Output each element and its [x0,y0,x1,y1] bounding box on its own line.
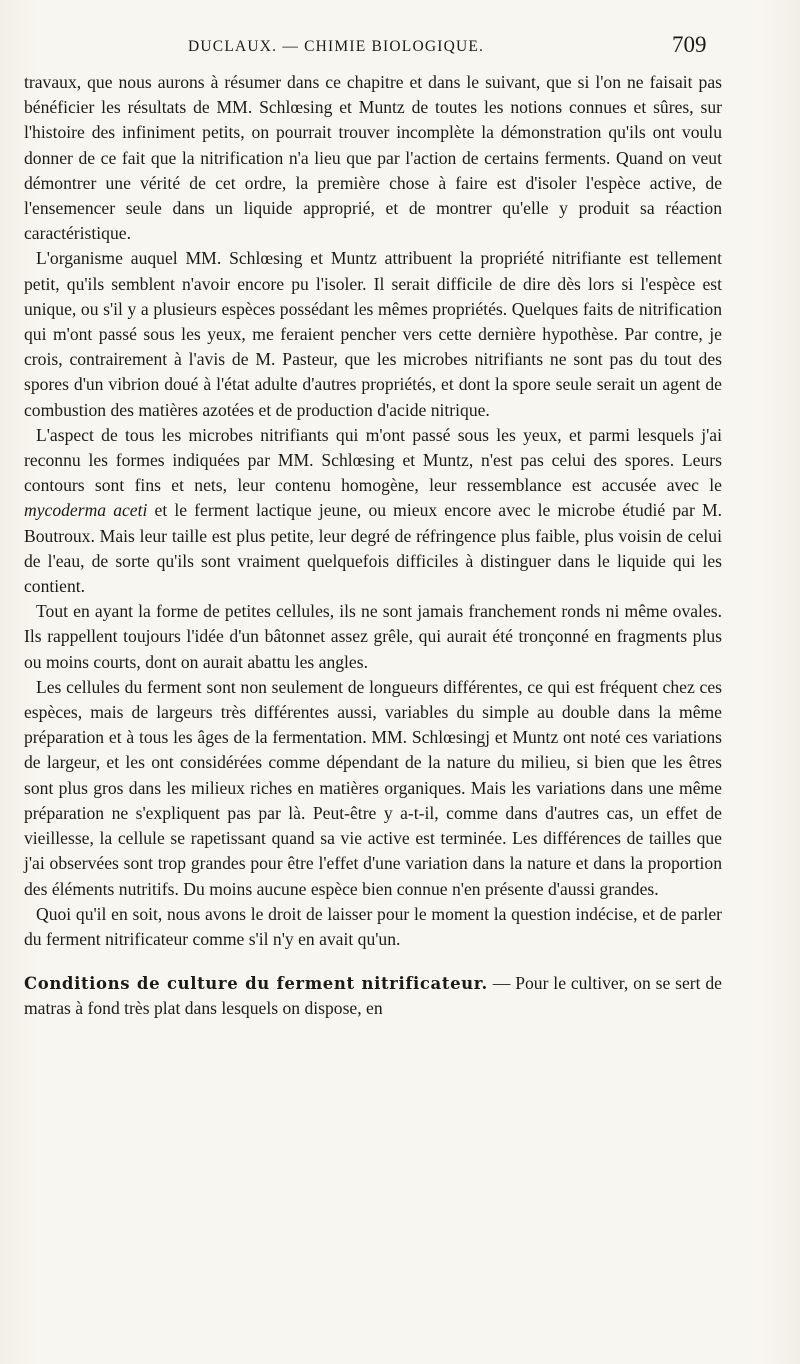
page-header [0,28,800,68]
body-text [24,70,722,1022]
paragraph: Les cellules du ferment sont non seulement de longueurs différentes, ce qui est fréquent chez ces espèces, mais de largeurs très différentes aussi, variables du simple au double dans la même préparation et à tous les âges de la fermentation. MM. Schlœsingj et Muntz ont noté ces variations de largeur, et les ont considérées comme dépendant de la nature du milieu, si bien que les êtres sont plus gros dans les milieux riches en matières organiques. Mais les variations dans une même préparation ne s'expliquent pas par là. Peut-être y a-t-il, comme dans d'autres cas, un effet de vieillesse, la cellule se rapetissant quand sa vie active est terminée. Les différences de tailles que j'ai observées sont trop grandes pour être l'effet d'une variation dans la nature et dans la proportion des éléments nutritifs. Du moins aucune espèce bien connue n'en présente d'aussi grandes. [24,676,722,899]
page-number: 709 [672,32,707,57]
paragraph-text: et le ferment lactique jeune, ou mieux encore avec le microbe étudié par M. Boutroux. Mais leur taille est plus petite, leur degré de réfringence plus faible, plus voisin de celui de l'eau, de sorte qu'ils sont vraiment quelquefois difficiles à distinguer dans le liquide qui les contient. [24,500,722,597]
section-title: Conditions de culture du ferment nitrificateur. [24,974,488,994]
species-name: mycoderma aceti [24,500,148,521]
paragraph: Tout en ayant la forme de petites cellules, ils ne sont jamais franchement ronds ni même ovales. Ils rappellent toujours l'idée d'un bâtonnet assez grêle, qui aurait été tronçonné en fragments plus ou moins courts, dont on aurait abattu les angles. [24,601,722,672]
running-head: DUCLAUX. — CHIMIE BIOLOGIQUE. [188,38,485,55]
section-text: — Pour le cultiver, on se sert de matras à fond très plat dans lesquels on dispose, en [24,973,722,1019]
paragraph-text: L'aspect de tous les microbes nitrifiants qui m'ont passé sous les yeux, et parmi lesquels j'ai reconnu les formes indiquées par MM. Schlœsing et Muntz, n'est pas celui des spores. Leurs contours sont fins et nets, leur contenu homogène, leur ressemblance est accusée avec le [24,424,722,496]
paragraph [24,423,722,599]
paragraph: L'organisme auquel MM. Schlœsing et Muntz attribuent la propriété nitrifiante est tellement petit, qu'ils semblent n'avoir encore pu l'isoler. Il serait difficile de dire dès lors si l'espèce est unique, ou s'il y a plusieurs espèces possédant les mêmes propriétés. Quelques faits de nitrification qui m'ont passé sous les yeux, me feraient pencher vers cette dernière hypothèse. Par contre, je crois, contrairement à l'avis de M. Pasteur, que les microbes nitrifiants ne sont pas du tout des spores d'un vibrion doué à l'état adulte d'autres propriétés, et dont la spore seule serait un agent de combustion des matières azotées et de production d'acide nitrique. [24,248,722,420]
section-paragraph [24,971,722,1021]
paragraph: travaux, que nous aurons à résumer dans ce chapitre et dans le suivant, que si l'on ne faisait pas bénéficier les résultats de MM. Schlœsing et Muntz de toutes les notions connues et sûres, sur l'histoire des infiniment petits, on pourrait trouver incomplète la démonstration qu'ils ont voulu donner de ce fait que la nitrification n'a lieu que par l'action de certains ferments. Quand on veut démontrer une vérité de cet ordre, la première chose à faire est d'isoler l'espèce active, de l'ensemencer seule dans un liquide approprié, et de montrer qu'elle y produit sa réaction caractéristique. [24,72,722,244]
paragraph: Quoi qu'il en soit, nous avons le droit de laisser pour le moment la question indécise, et de parler du ferment nitrificateur comme s'il n'y en avait qu'un. [24,903,722,949]
